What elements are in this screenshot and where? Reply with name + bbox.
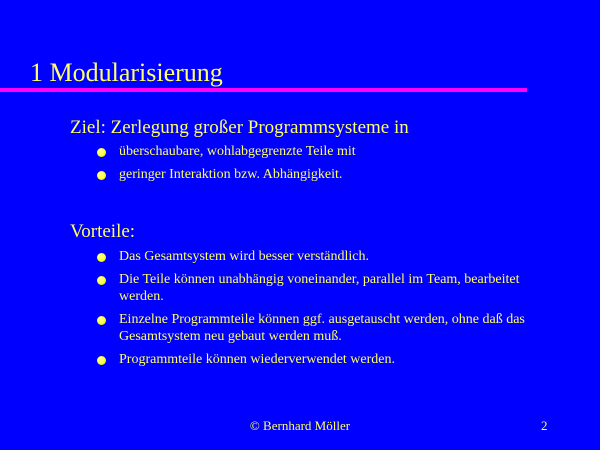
bullet-text: geringer Interaktion bzw. Abhängigkeit.: [119, 166, 343, 182]
bullet-text: Programmteile können wiederverwendet werden.: [119, 351, 396, 367]
bullet-text: Die Teile können unabhängig voneinander, parallel im Team, bearbeitet werden.: [119, 271, 520, 304]
slide-title: 1 Modularisierung: [30, 58, 223, 87]
list-item: [0, 143, 549, 161]
section-heading-vorteile: Vorteile:: [70, 221, 136, 242]
list-item: [0, 166, 549, 184]
list-item: [0, 351, 549, 369]
page-number: 2: [541, 418, 548, 433]
title-underline: [0, 88, 527, 92]
bullet-icon: [97, 356, 106, 365]
bullet-text: Das Gesamtsystem wird besser verständlich.: [119, 249, 369, 264]
bullet-icon: [97, 148, 106, 157]
bullet-icon: [97, 276, 106, 285]
bullet-list-ziel: [0, 143, 549, 188]
list-item: [0, 271, 549, 306]
bullet-icon: [97, 316, 106, 325]
section-heading-ziel: Ziel: Zerlegung großer Programmsysteme in: [70, 117, 409, 138]
bullet-text: Einzelne Programmteile können ggf. ausgetauscht werden, ohne daß das Gesamtsystem neu gebaut werden muß.: [119, 311, 525, 344]
footer-author: © Bernhard Möller: [249, 418, 351, 433]
bullet-list-vorteile: [0, 248, 549, 373]
bullet-icon: [97, 253, 106, 262]
bullet-icon: [97, 171, 106, 180]
list-item: [0, 311, 549, 346]
list-item: [0, 248, 549, 266]
bullet-text: überschaubare, wohlabgegrenzte Teile mit: [119, 144, 356, 159]
